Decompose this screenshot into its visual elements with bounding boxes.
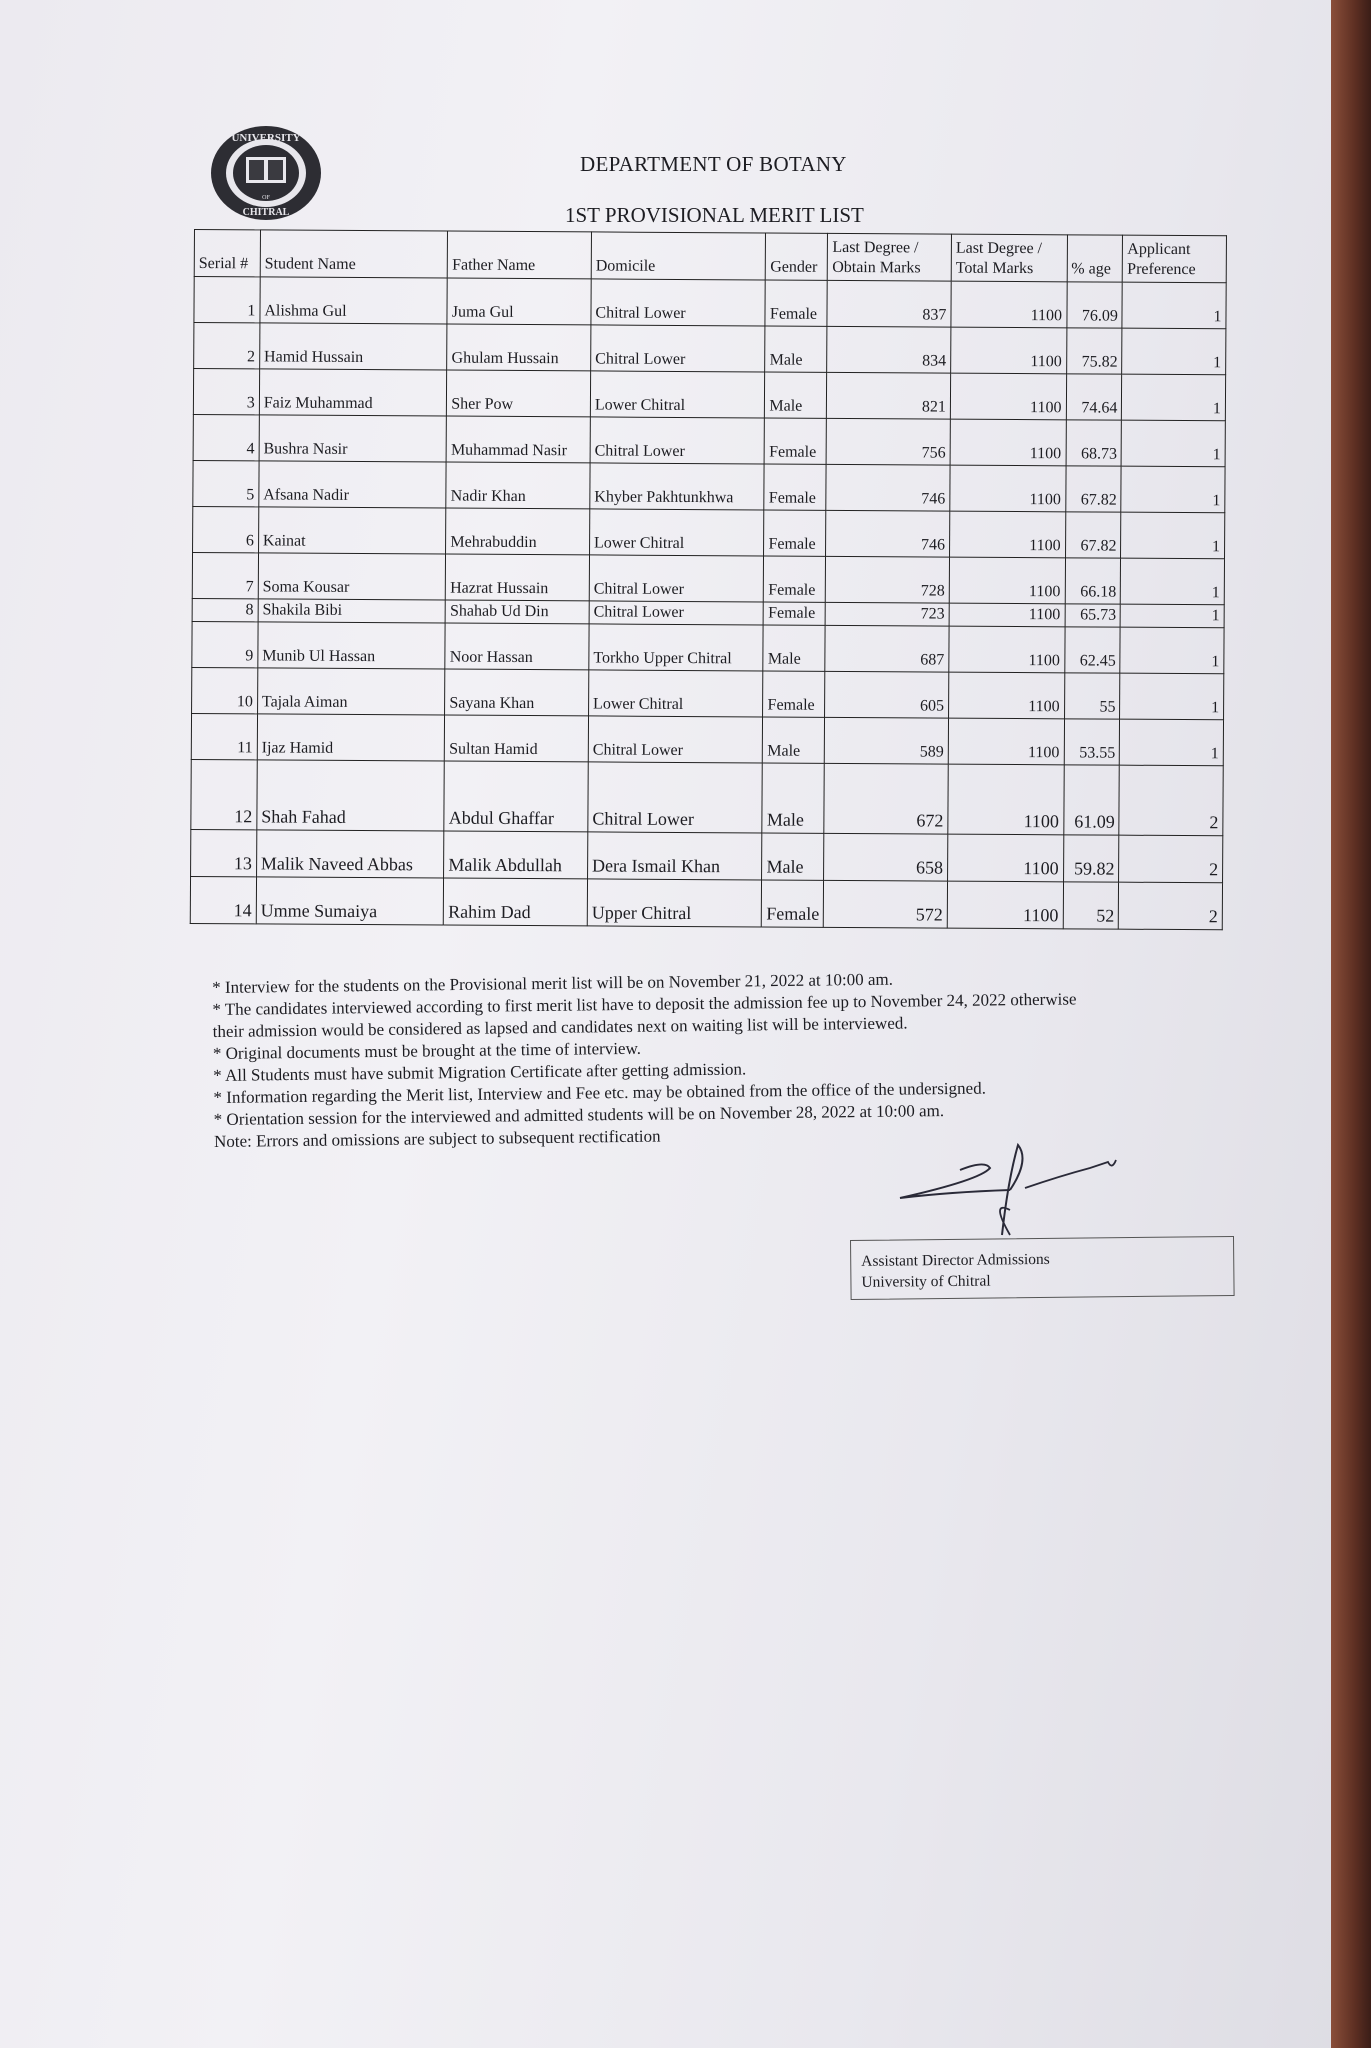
- seal-text-mid: OF: [262, 195, 270, 201]
- cell-serial: 4: [193, 414, 259, 460]
- signatory-title: Assistant Director Admissions: [861, 1250, 1050, 1270]
- cell-gender: Male: [762, 763, 824, 833]
- cell-student-name: Shakila Bibi: [258, 599, 446, 623]
- note-line: * The candidates interviewed according to first merit list have to deposit the admission fee up to November 24, 2022 otherwise: [212, 989, 1077, 1019]
- cell-father-name: Hazrat Hussain: [446, 554, 590, 601]
- signatory-box: [850, 1236, 1235, 1300]
- cell-obtain-marks: 756: [827, 418, 951, 465]
- header-obtain-line1: Last Degree /: [832, 238, 919, 257]
- cell-percentage: 62.45: [1064, 627, 1120, 673]
- cell-student-name: Munib Ul Hassan: [258, 622, 446, 669]
- table-row: [193, 506, 1225, 558]
- cell-domicile: Chitral Lower: [588, 716, 763, 763]
- cell-serial: 8: [192, 598, 258, 621]
- note-line: * Interview for the students on the Provisional merit list will be on November 21, 2022 at 10:00 am.: [212, 969, 894, 997]
- table-row: [192, 552, 1224, 604]
- cell-percentage: 74.64: [1066, 374, 1122, 420]
- header-student-name: Student Name: [260, 230, 448, 278]
- table-row: [194, 323, 1226, 375]
- cell-percentage: 75.82: [1066, 328, 1122, 374]
- cell-father-name: Juma Gul: [447, 278, 591, 325]
- cell-preference: 1: [1122, 282, 1226, 329]
- cell-serial: 12: [191, 759, 257, 829]
- cell-father-name: Noor Hassan: [445, 623, 589, 670]
- table-row: [191, 829, 1223, 882]
- cell-total-marks: 1100: [949, 511, 1065, 558]
- table-row: [191, 713, 1223, 765]
- cell-serial: 3: [193, 369, 259, 415]
- table-row: [193, 369, 1225, 421]
- table-row: [191, 759, 1223, 835]
- cell-student-name: Afsana Nadir: [259, 461, 447, 508]
- cell-serial: 11: [191, 713, 257, 759]
- cell-father-name: Nadir Khan: [446, 462, 590, 509]
- cell-obtain-marks: 723: [826, 602, 950, 626]
- cell-total-marks: 1100: [949, 603, 1065, 627]
- cell-student-name: Kainat: [258, 507, 446, 554]
- table-row: [194, 277, 1226, 329]
- cell-domicile: Chitral Lower: [590, 417, 765, 464]
- cell-gender: Male: [765, 326, 827, 372]
- cell-serial: 13: [191, 829, 257, 876]
- cell-percentage: 76.09: [1066, 282, 1122, 328]
- cell-gender: Female: [765, 418, 827, 464]
- cell-obtain-marks: 834: [827, 326, 951, 373]
- cell-domicile: Torkho Upper Chitral: [589, 624, 764, 671]
- cell-percentage: 67.82: [1065, 466, 1121, 512]
- cell-preference: 1: [1121, 512, 1225, 559]
- cell-total-marks: 1100: [950, 465, 1066, 512]
- merit-list-title: 1ST PROVISIONAL MERIT LIST: [565, 203, 864, 227]
- university-seal-logo: [208, 123, 324, 223]
- cell-obtain-marks: 837: [827, 280, 951, 327]
- note-line: Note: Errors and omissions are subject to subsequent rectification: [213, 1126, 661, 1151]
- cell-gender: Male: [765, 372, 827, 418]
- cell-percentage: 53.55: [1064, 719, 1120, 765]
- seal-text-top: UNIVERSITY: [231, 132, 301, 144]
- cell-obtain-marks: 746: [826, 464, 950, 511]
- cell-father-name: Abdul Ghaffar: [444, 761, 588, 832]
- header-obtain-line2: Obtain Marks: [832, 258, 921, 277]
- cell-total-marks: 1100: [951, 327, 1067, 374]
- note-line: * Original documents must be brought at the time of interview.: [212, 1038, 642, 1063]
- cell-percentage: 59.82: [1063, 835, 1119, 882]
- cell-total-marks: 1100: [950, 419, 1066, 466]
- cell-percentage: 68.73: [1066, 420, 1122, 466]
- cell-preference: 1: [1122, 328, 1226, 375]
- cell-father-name: Muhammad Nasir: [446, 416, 590, 463]
- cell-obtain-marks: 687: [825, 625, 949, 672]
- cell-preference: 2: [1119, 882, 1223, 930]
- cell-percentage: 52: [1063, 882, 1119, 929]
- signatory-org: University of Chitral: [861, 1272, 991, 1291]
- cell-gender: Female: [764, 556, 826, 602]
- notes-section: [212, 965, 1174, 1153]
- cell-serial: 1: [194, 277, 260, 323]
- cell-serial: 10: [192, 667, 258, 713]
- header-gender: Gender: [766, 233, 828, 280]
- cell-total-marks: 1100: [949, 557, 1065, 604]
- cell-gender: Male: [763, 717, 825, 763]
- cell-obtain-marks: 572: [824, 880, 948, 928]
- header-serial: Serial #: [194, 230, 260, 277]
- cell-domicile: Lower Chitral: [589, 509, 764, 556]
- cell-father-name: Shahab Ud Din: [445, 600, 589, 624]
- cell-preference: 2: [1119, 835, 1223, 883]
- header-father-name: Father Name: [448, 231, 592, 279]
- cell-percentage: 65.73: [1065, 604, 1121, 627]
- cell-obtain-marks: 821: [827, 372, 951, 419]
- cell-student-name: Umme Sumaiya: [256, 877, 444, 925]
- cell-domicile: Chitral Lower: [588, 762, 763, 833]
- cell-student-name: Alishma Gul: [260, 277, 448, 324]
- header-total-marks: [951, 234, 1067, 282]
- cell-preference: 1: [1120, 627, 1224, 674]
- cell-serial: 14: [190, 876, 256, 923]
- cell-father-name: Ghulam Hussain: [447, 324, 591, 371]
- cell-student-name: Ijaz Hamid: [257, 714, 445, 761]
- cell-father-name: Rahim Dad: [444, 878, 588, 926]
- cell-domicile: Chitral Lower: [589, 555, 764, 602]
- cell-preference: 1: [1122, 420, 1226, 467]
- cell-preference: 1: [1121, 466, 1225, 513]
- cell-percentage: 67.82: [1065, 512, 1121, 558]
- table-header-row: [194, 230, 1226, 283]
- cell-domicile: Chitral Lower: [591, 325, 766, 372]
- cell-total-marks: 1100: [949, 626, 1065, 673]
- cell-serial: 6: [193, 506, 259, 552]
- cell-total-marks: 1100: [948, 672, 1064, 719]
- cell-father-name: Sayana Khan: [445, 669, 589, 716]
- cell-gender: Female: [764, 464, 826, 510]
- header-preference: [1123, 235, 1227, 283]
- cell-total-marks: 1100: [948, 718, 1064, 765]
- cell-gender: Male: [763, 625, 825, 671]
- cell-preference: 1: [1120, 719, 1224, 766]
- cell-serial: 5: [193, 460, 259, 506]
- table-row: [192, 621, 1224, 673]
- cell-domicile: Chitral Lower: [591, 279, 766, 326]
- cell-student-name: Bushra Nasir: [259, 415, 447, 462]
- cell-preference: 1: [1121, 558, 1225, 605]
- cell-father-name: Mehrabuddin: [446, 508, 590, 555]
- table-row: [190, 876, 1222, 929]
- cell-serial: 2: [194, 323, 260, 369]
- cell-preference: 1: [1121, 604, 1225, 628]
- cell-obtain-marks: 746: [826, 510, 950, 557]
- cell-father-name: Sultan Hamid: [445, 715, 589, 762]
- cell-student-name: Tajala Aiman: [257, 668, 445, 715]
- cell-gender: Female: [764, 602, 826, 625]
- cell-preference: 2: [1119, 765, 1223, 836]
- cell-student-name: Hamid Hussain: [259, 323, 447, 370]
- cell-gender: Female: [765, 280, 827, 326]
- note-line: * All Students must have submit Migration Certificate after getting admission.: [213, 1059, 747, 1085]
- cell-percentage: 66.18: [1065, 558, 1121, 604]
- cell-total-marks: 1100: [947, 834, 1063, 882]
- cell-domicile: Chitral Lower: [589, 601, 764, 625]
- header-pref-line1: Applicant: [1127, 240, 1191, 259]
- header-percentage: % age: [1067, 235, 1123, 282]
- cell-preference: 1: [1120, 673, 1224, 720]
- cell-gender: Female: [764, 510, 826, 556]
- cell-domicile: Khyber Pakhtunkhwa: [590, 463, 765, 510]
- table-row: [193, 460, 1225, 512]
- header-pref-line2: Preference: [1127, 260, 1196, 279]
- cell-obtain-marks: 672: [824, 763, 948, 834]
- cell-total-marks: 1100: [951, 281, 1067, 328]
- seal-text-bottom: CHITRAL: [242, 207, 290, 218]
- department-title: DEPARTMENT OF BOTANY: [580, 152, 847, 176]
- header-total-line2: Total Marks: [955, 259, 1034, 278]
- note-line: their admission would be considered as lapsed and candidates next on waiting list will be interviewed.: [212, 1013, 908, 1041]
- cell-preference: 1: [1122, 374, 1226, 421]
- cell-domicile: Lower Chitral: [589, 670, 764, 717]
- cell-obtain-marks: 728: [826, 556, 950, 603]
- cell-student-name: Malik Naveed Abbas: [256, 830, 444, 878]
- table-row: [192, 667, 1224, 719]
- cell-obtain-marks: 658: [824, 833, 948, 881]
- cell-domicile: Lower Chitral: [590, 371, 765, 418]
- header-total-line1: Last Degree /: [955, 239, 1043, 258]
- table-row: [193, 414, 1225, 466]
- cell-percentage: 55: [1064, 673, 1120, 719]
- cell-total-marks: 1100: [948, 764, 1064, 835]
- cell-total-marks: 1100: [950, 373, 1066, 420]
- handwritten-signature: [890, 1140, 1150, 1240]
- cell-percentage: 61.09: [1063, 765, 1119, 835]
- cell-obtain-marks: 589: [825, 717, 949, 764]
- cell-student-name: Faiz Muhammad: [259, 369, 447, 416]
- cell-serial: 7: [192, 552, 258, 598]
- cell-gender: Female: [763, 671, 825, 717]
- cell-father-name: Malik Abdullah: [444, 831, 588, 879]
- background-edge: [1331, 0, 1371, 2048]
- cell-domicile: Dera Ismail Khan: [588, 832, 763, 880]
- cell-domicile: Upper Chitral: [587, 879, 762, 927]
- cell-serial: 9: [192, 621, 258, 667]
- cell-student-name: Shah Fahad: [257, 760, 445, 831]
- cell-gender: Female: [762, 880, 824, 927]
- note-line: * Information regarding the Merit list, Interview and Fee etc. may be obtained from the office of the undersigned.: [213, 1078, 986, 1107]
- cell-obtain-marks: 605: [825, 671, 949, 718]
- cell-gender: Male: [762, 833, 824, 880]
- header-domicile: Domicile: [591, 232, 766, 280]
- merit-list-table: [190, 229, 1227, 930]
- cell-father-name: Sher Pow: [447, 370, 591, 417]
- cell-total-marks: 1100: [947, 881, 1063, 929]
- header-obtain-marks: [828, 233, 952, 281]
- cell-student-name: Soma Kousar: [258, 553, 446, 600]
- note-line: * Orientation session for the interviewed and admitted students will be on November 28, 2022 at 10:00 am.: [213, 1101, 945, 1129]
